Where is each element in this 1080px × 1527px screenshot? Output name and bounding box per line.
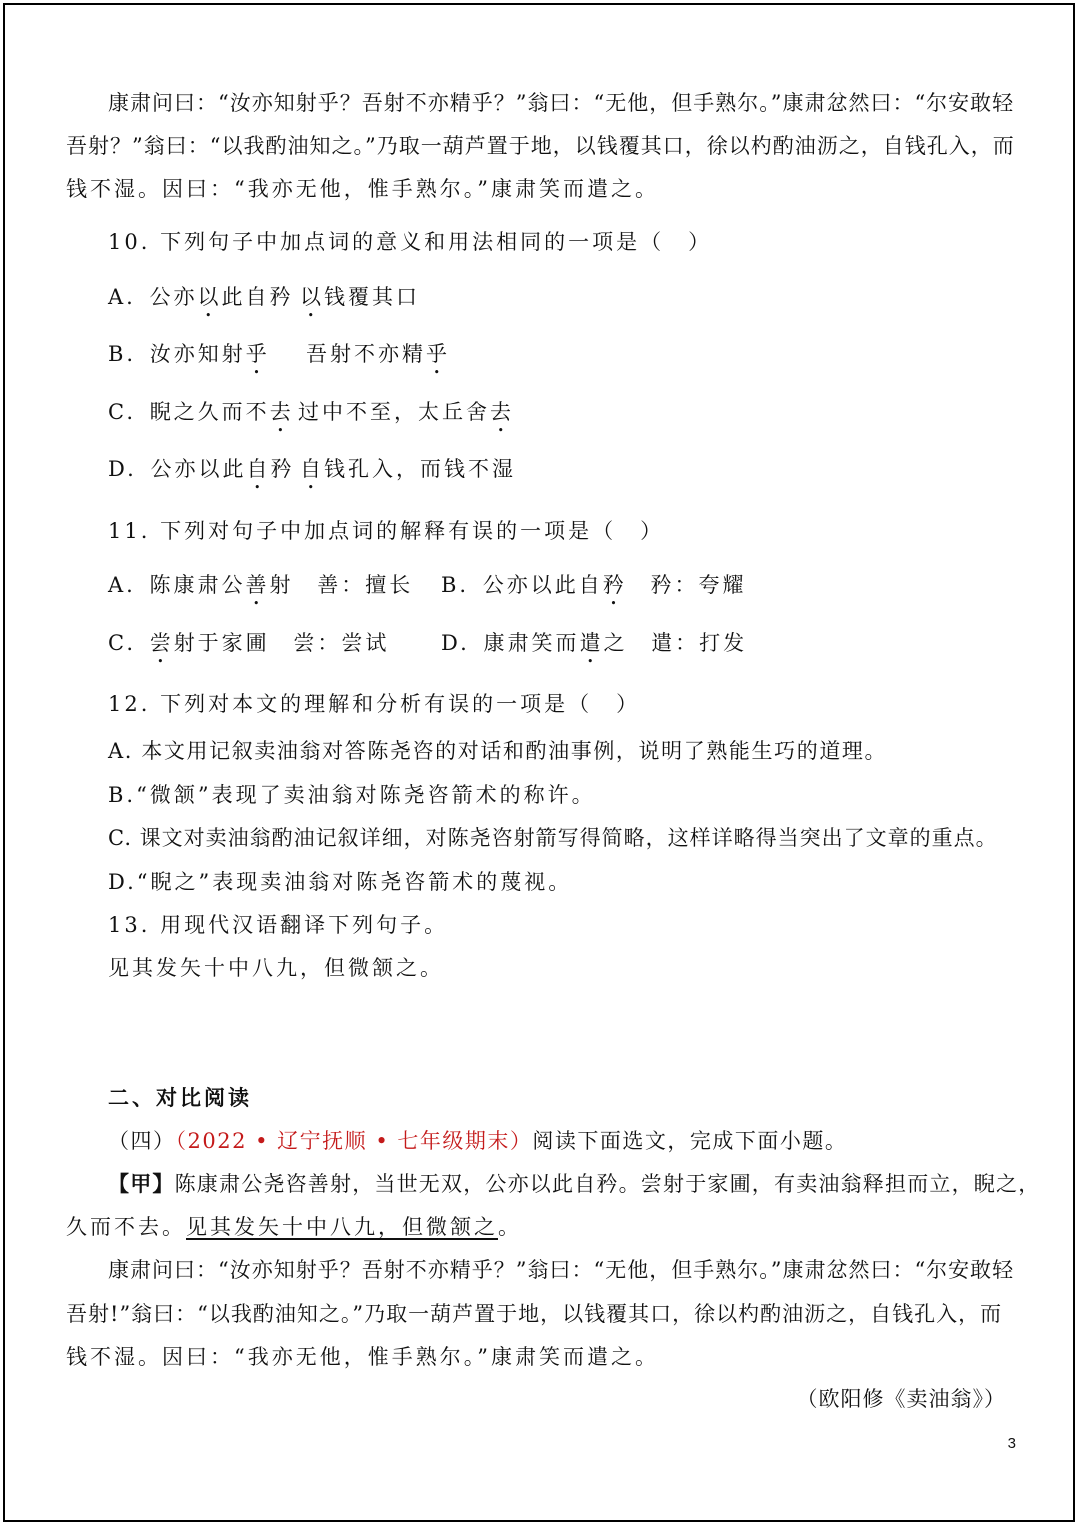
passage-line: 吾射!”翁曰：“以我酌油知之。”乃取一葫芦置于地，以钱覆其口，徐以杓酌油沥之，自钱孔入，而 [66,1302,1003,1326]
text: 吾射不亦精 [306,342,426,366]
passage-line: 钱不湿。因曰：“我亦无他，惟手熟尔。”康肃笑而遣之。 [66,1345,659,1369]
option-phrase-1 [150,400,294,424]
passage-tag: 【甲】 [108,1171,175,1196]
question-10-option-c [108,397,514,437]
text: 汝亦知射 [149,342,246,366]
option-phrase-2 [300,282,420,322]
attribution: （欧阳修《卖油翁》） [796,1387,1006,1411]
option-label: B. [108,342,137,366]
paragraph-line: 康肃问曰：“汝亦知射乎？吾射不亦精乎？”翁曰：“无他，但手熟尔。”康肃忿然曰：“尔安敢轻 [108,91,1015,115]
dotted-word: 乎 [245,342,270,366]
text: 陈康肃公尧咨善射，当世无双，公亦以此自矜。尝射于家圃，有卖油翁释担而立，睨之， [174,1172,1041,1196]
page-number: 3 [1007,1435,1016,1452]
underlined-sentence: 见其发矢十中八九，但微颔之 [186,1215,498,1239]
option-phrase-2 [300,454,516,494]
text: 久而不去。 [66,1215,186,1239]
question-10-option-d [108,454,516,494]
text: 此自矜 [221,285,294,309]
paragraph-line: 吾射？”翁曰：“以我酌油知之。”乃取一葫芦置于地，以钱覆其口，徐以杓酌油沥之，自钱孔入，而 [66,134,1015,158]
passage-jia-line [66,1212,522,1242]
question-10-option-a [108,282,420,322]
text: 公亦以此自 [482,573,603,597]
paragraph-line: 钱不湿。因曰：“我亦无他，惟手熟尔。”康肃笑而遣之。 [66,177,659,201]
question-13-stem: 13. 用现代汉语翻译下列句子。 [108,913,449,937]
dotted-word: 自 [300,457,324,481]
question-11-option-d [441,628,747,668]
passage-line: 康肃问曰：“汝亦知射乎？吾射不亦精乎？”翁曰：“无他，但手熟尔。”康肃忿然曰：“尔安敢轻 [108,1258,1015,1282]
dotted-word: 尝 [149,631,174,655]
dotted-word: 矜 [602,573,627,597]
option-label: B. [441,573,470,597]
option-phrase-2 [306,339,450,379]
text: 矜 [270,457,295,481]
gloss: 矜：夸耀 [650,573,747,597]
text: 钱覆其口 [324,285,420,309]
dotted-word: 去 [269,400,294,424]
option-label: D. [441,631,470,655]
question-10-stem: 10. 下列句子中加点词的意义和用法相同的一项是（ ） [108,230,713,254]
text: 公亦以此 [150,457,247,481]
question-11-option-b [441,570,746,610]
question-11-option-a [108,570,413,610]
dotted-word: 遣 [579,631,604,655]
text: 过中不至，太丘舍 [298,400,490,424]
option-label: A. [108,573,136,597]
text: 之 [603,631,628,655]
dotted-word: 善 [245,573,270,597]
question-13-sentence: 见其发矢十中八九，但微颔之。 [108,956,444,980]
subsection-intro [108,1126,847,1156]
text: 陈康肃公 [149,573,246,597]
source-tag: （2022 • 辽宁抚顺 • 七年级期末） [175,1129,533,1153]
option-phrase-1 [150,285,294,309]
section-heading: 二、对比阅读 [108,1085,252,1110]
option-label: C. [108,631,136,655]
question-11-option-c [108,628,389,668]
text: 。 [498,1215,522,1239]
option-phrase-2 [298,397,514,437]
text: 公亦 [149,285,198,309]
dotted-word: 自 [246,457,271,481]
dotted-word: 以 [300,285,324,309]
text: 康肃笑而 [483,631,580,655]
option-label: A. [108,285,136,309]
gloss: 遣：打发 [651,631,748,655]
dotted-word: 去 [490,400,514,424]
option-phrase-1 [150,342,270,366]
dotted-word: 以 [197,285,222,309]
question-11-stem: 11. 下列对句子中加点词的解释有误的一项是（ ） [108,519,665,543]
gloss: 善：擅长 [317,573,414,597]
question-10-option-b [108,339,450,379]
question-12-option-a: A. 本文用记叙卖油翁对答陈尧咨的对话和酌油事例，说明了熟能生巧的道理。 [108,739,888,763]
option-label: D. [108,457,137,481]
text: 睨之久而不 [149,400,270,424]
question-12-option-c: C. 课文对卖油翁酌油记叙详细，对陈尧咨射箭写得简略，这样详略得当突出了文章的重点。 [108,826,998,850]
question-12-stem: 12. 下列对本文的理解和分析有误的一项是（ ） [108,692,641,716]
option-label: C. [108,400,136,424]
question-12-option-d: D.“睨之”表现卖油翁对陈尧咨箭术的蔑视。 [108,870,573,894]
subsection-number: （四） [108,1129,176,1153]
instruction: 阅读下面选文，完成下面小题。 [532,1129,848,1153]
gloss: 尝：尝试 [293,631,390,655]
passage-jia-line [108,1169,1040,1199]
text: 射于家圃 [173,631,270,655]
text: 射 [269,573,294,597]
dotted-word: 乎 [426,342,450,366]
text: 钱孔入，而钱不湿 [324,457,516,481]
option-phrase-1 [150,457,294,481]
question-12-option-b: B.“微颔”表现了卖油翁对陈尧咨箭术的称许。 [108,783,596,807]
